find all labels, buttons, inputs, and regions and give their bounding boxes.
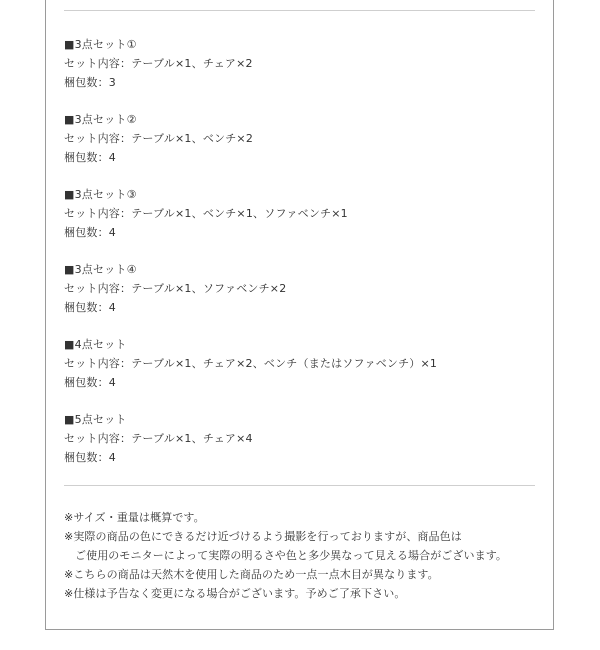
set-heading: ■4点セット <box>64 338 127 351</box>
set-contents: セット内容：テーブル×1、ソファベンチ×2 <box>64 282 287 295</box>
set-packages: 梱包数：3 <box>64 76 116 89</box>
notes-divider <box>64 485 535 486</box>
set-packages: 梱包数：4 <box>64 226 116 239</box>
set-contents: セット内容：テーブル×1、チェア×2、ベンチ（またはソファベンチ）×1 <box>64 357 438 370</box>
top-divider <box>64 10 535 11</box>
set-item-5pc <box>64 410 534 485</box>
note-size-weight: ※サイズ・重量は概算です。 <box>64 511 205 524</box>
set-contents: セット内容：テーブル×1、チェア×2 <box>64 57 253 70</box>
note-spec-change: ※仕様は予告なく変更になる場合がございます。予めご了承下さい。 <box>64 587 406 600</box>
set-heading: ■3点セット② <box>64 113 137 126</box>
set-packages: 梱包数：4 <box>64 376 116 389</box>
set-heading: ■5点セット <box>64 413 127 426</box>
set-contents: セット内容：テーブル×1、チェア×4 <box>64 432 253 445</box>
set-list <box>64 35 534 485</box>
set-contents: セット内容：テーブル×1、ベンチ×1、ソファベンチ×1 <box>64 207 348 220</box>
set-heading: ■3点セット③ <box>64 188 137 201</box>
set-packages: 梱包数：4 <box>64 451 116 464</box>
notes-section <box>64 508 539 603</box>
note-color-continued: ご使用のモニターによって実際の明るさや色と多少異なって見える場合がございます。 <box>75 549 508 562</box>
set-packages: 梱包数：4 <box>64 301 116 314</box>
set-packages: 梱包数：4 <box>64 151 116 164</box>
set-item-3pc-1 <box>64 35 534 110</box>
set-heading: ■3点セット④ <box>64 263 137 276</box>
note-wood-grain: ※こちらの商品は天然木を使用した商品のため一点一点木目が異なります。 <box>64 568 439 581</box>
set-item-3pc-2 <box>64 110 534 185</box>
set-contents: セット内容：テーブル×1、ベンチ×2 <box>64 132 254 145</box>
set-item-3pc-3 <box>64 185 534 260</box>
set-item-4pc <box>64 335 534 410</box>
set-heading: ■3点セット① <box>64 38 137 51</box>
note-color: ※実際の商品の色にできるだけ近づけるよう撮影を行っておりますが、商品色は <box>64 530 462 543</box>
set-item-3pc-4 <box>64 260 534 335</box>
